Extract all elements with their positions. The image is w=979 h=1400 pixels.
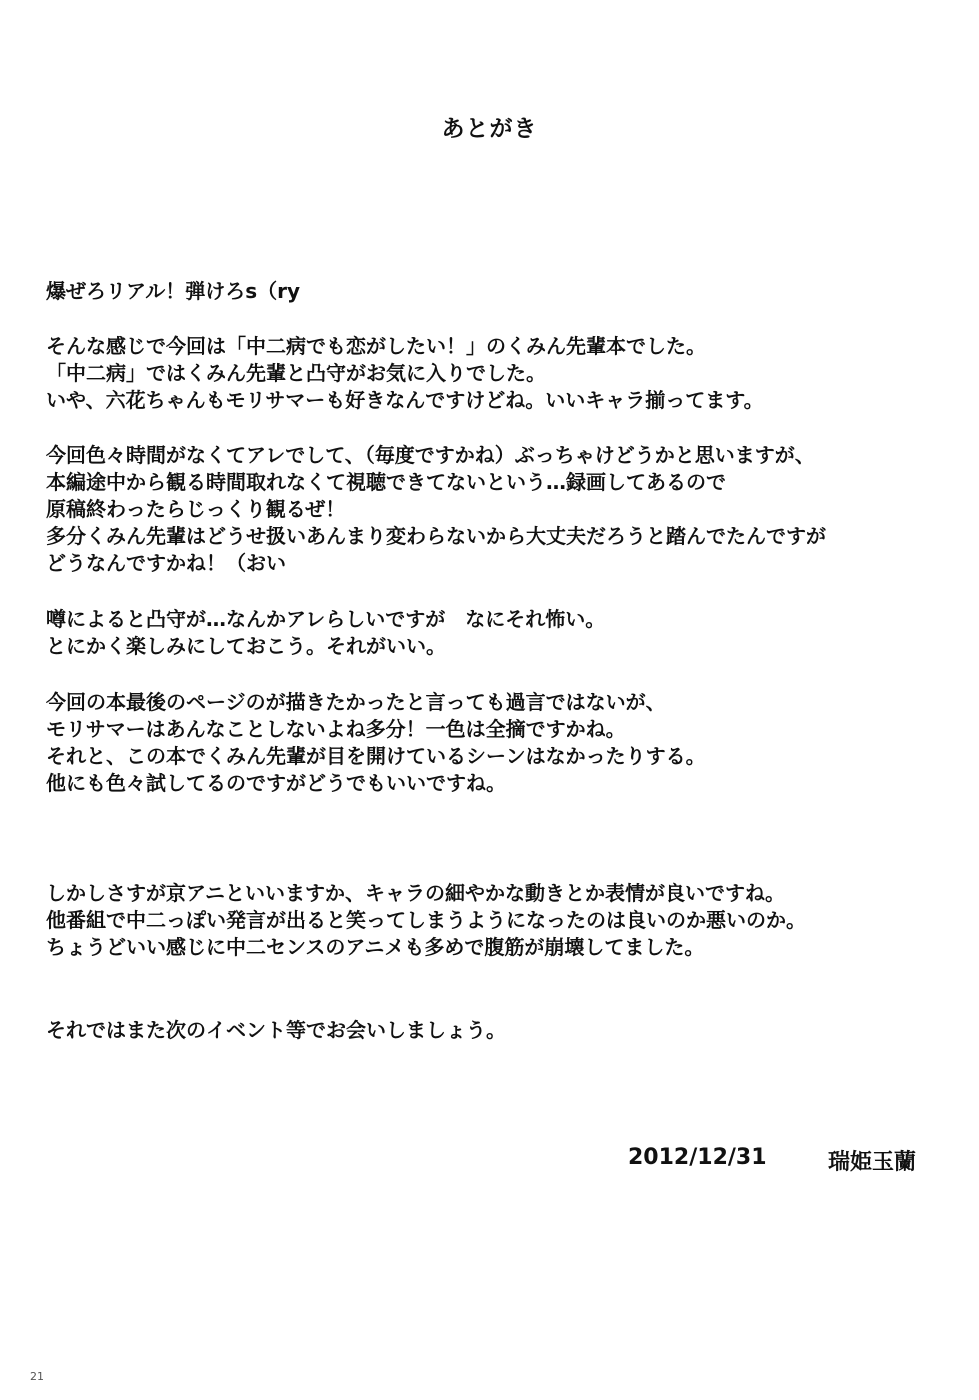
text-line: とにかく楽しみにしておこう。それがいい。 [46,634,446,658]
text-line: それではまた次のイベント等でお会いしましょう。 [46,1018,506,1042]
page-number: 21 [30,1370,44,1383]
text-line: そんな感じで今回は「中二病でも恋がしたい！」のくみん先輩本でした。 [46,334,706,358]
text-line: 多分くみん先輩はどうせ扱いあんまり変わらないから大丈夫だろうと踏んでたんですが [46,524,826,548]
signature-author: 瑞姫玉蘭 [828,1150,917,1175]
text-line: しかしさすが京アニといいますか、キャラの細やかな動きとか表情が良いですね。 [46,881,785,905]
text-line: モリサマーはあんなことしないよね多分！一色は全摘ですかね。 [46,717,626,741]
text-line: 他番組で中二っぽい発言が出ると笑ってしまうようになったのは良いのか悪いのか。 [46,908,806,932]
text-line: 「中二病」ではくみん先輩と凸守がお気に入りでした。 [46,361,546,385]
page-title: あとがき [441,116,538,142]
text-line: ちょうどいい感じに中二センスのアニメも多めで腹筋が崩壊してました。 [46,935,705,959]
text-line: 今回色々時間がなくてアレでして、（毎度ですかね）ぶっちゃけどうかと思いますが、 [46,443,815,467]
signature-date: 2012/12/31 [628,1145,767,1170]
text-line: 噂によると凸守が…なんかアレらしいですが なにそれ怖い。 [46,607,606,631]
text-line: いや、六花ちゃんもモリサマーも好きなんですけどね。いいキャラ揃ってます。 [46,388,764,412]
text-line: 原稿終わったらじっくり観るぜ！ [46,497,346,521]
text-line: どうなんですかね！（おい [46,551,286,575]
text-line: 本編途中から観る時間取れなくて視聴できてないという…録画してあるので [46,470,726,494]
text-line: 他にも色々試してるのですがどうでもいいですね。 [46,771,506,795]
text-line: それと、この本でくみん先輩が目を開けているシーンはなかったりする。 [46,744,706,768]
text-line: 今回の本最後のページのが描きたかったと言っても過言ではないが、 [46,690,666,714]
text-line: 爆ぜろリアル！弾けろs（ry [46,279,301,303]
